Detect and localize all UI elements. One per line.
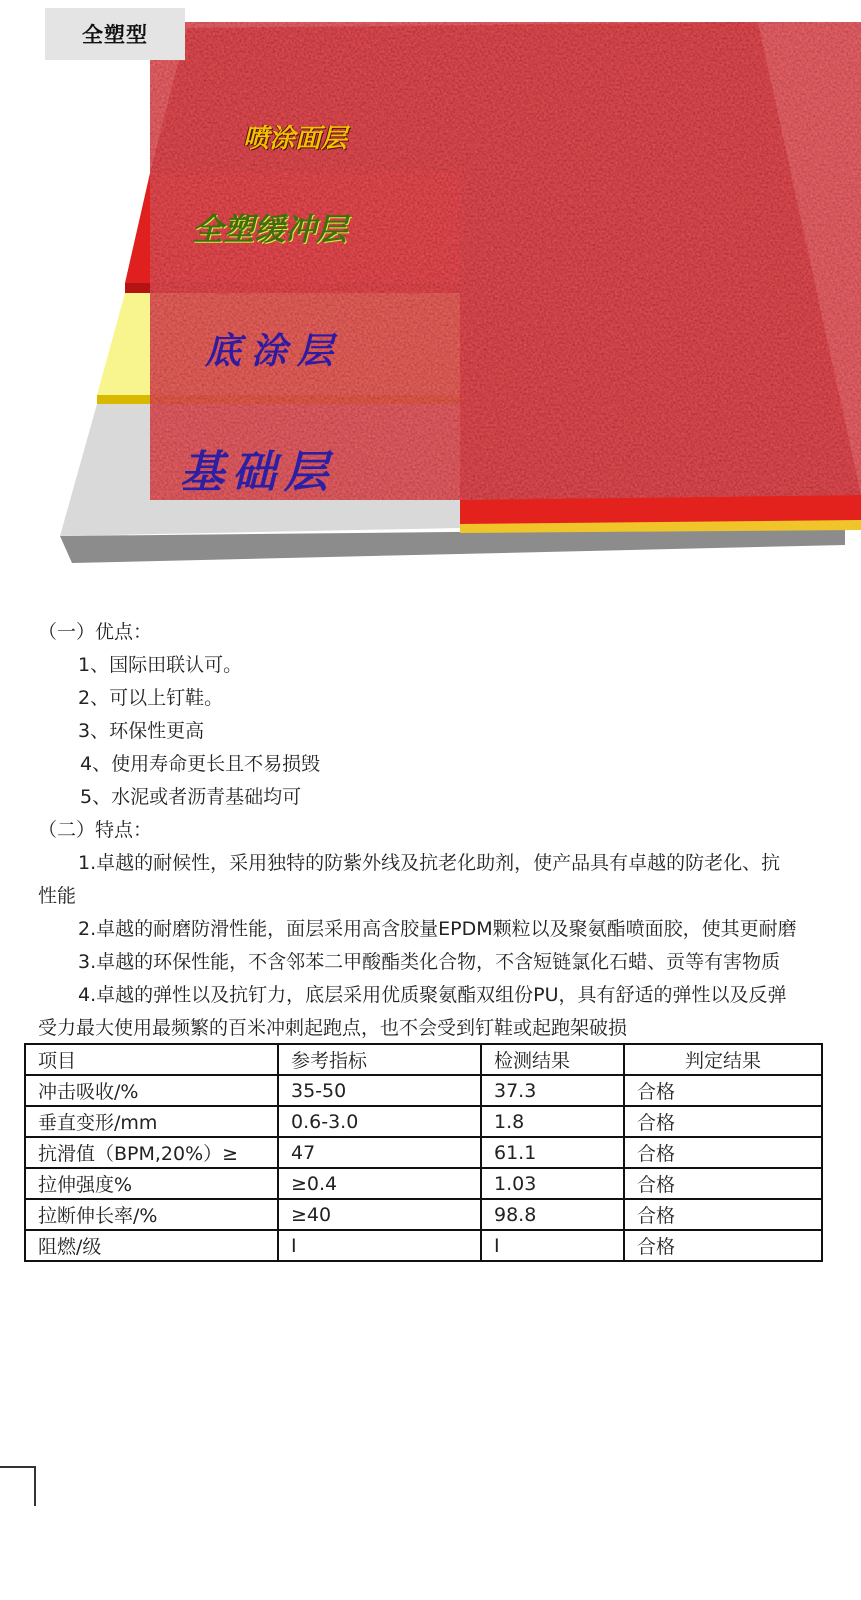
table-cell: 61.1	[481, 1137, 624, 1168]
table-cell: 抗滑值（BPM,20%）≥	[25, 1137, 278, 1168]
type-label: 全塑型	[45, 8, 185, 60]
table-row	[25, 1137, 822, 1168]
table-cell: ≥40	[278, 1199, 481, 1230]
table-cell: 合格	[624, 1075, 822, 1106]
feature-paragraph-4: 4.卓越的弹性以及抗钉力，底层采用优质聚氨酯双组份PU，具有舒适的弹性以及反弹	[78, 984, 787, 1006]
spec-table	[24, 1043, 823, 1262]
table-cell: 冲击吸收/%	[25, 1075, 278, 1106]
table-cell: 1.03	[481, 1168, 624, 1199]
feature-paragraph-3: 3.卓越的环保性能，不含邻苯二甲酸酯类化合物，不含短链氯化石蜡、贡等有害物质	[78, 951, 781, 973]
table-cell: ≥0.4	[278, 1168, 481, 1199]
feature-paragraph-4-cont: 受力最大使用最频繁的百米冲刺起跑点，也不会受到钉鞋或起跑架破损	[38, 1017, 628, 1039]
spray-layer-label: 喷涂面层	[243, 124, 348, 154]
table-row	[25, 1106, 822, 1137]
table-cell: 拉断伸长率/%	[25, 1199, 278, 1230]
table-row	[25, 1230, 822, 1261]
col-header-judgement: 判定结果	[624, 1044, 822, 1075]
table-cell: 合格	[624, 1168, 822, 1199]
table-cell: 合格	[624, 1106, 822, 1137]
col-header-item: 项目	[25, 1044, 278, 1075]
feature-paragraph-1: 1.卓越的耐候性，采用独特的防紫外线及抗老化助剂，使产品具有卓越的防老化、抗	[78, 852, 781, 874]
base-layer-label: 基础层	[180, 447, 336, 498]
table-cell: 拉伸强度%	[25, 1168, 278, 1199]
table-cell: 合格	[624, 1199, 822, 1230]
table-cell: 47	[278, 1137, 481, 1168]
table-cell: 1.8	[481, 1106, 624, 1137]
table-cell: 0.6-3.0	[278, 1106, 481, 1137]
table-cell: 合格	[624, 1137, 822, 1168]
table-cell: 37.3	[481, 1075, 624, 1106]
table-cell: 98.8	[481, 1199, 624, 1230]
table-cell: 阻燃/级	[25, 1230, 278, 1261]
table-cell: 垂直变形/mm	[25, 1106, 278, 1137]
advantage-item: 3、环保性更高	[78, 720, 205, 742]
table-row	[25, 1075, 822, 1106]
layer-diagram-graphic	[0, 0, 861, 600]
col-header-result: 检测结果	[481, 1044, 624, 1075]
advantage-item: 4、使用寿命更长且不易损毁	[80, 753, 321, 775]
layer-diagram	[0, 0, 861, 600]
feature-paragraph-2: 2.卓越的耐磨防滑性能，面层采用高含胶量EPDM颗粒以及聚氨酯喷面胶，使其更耐磨	[78, 918, 797, 940]
primer-layer-label: 底涂层	[205, 331, 344, 372]
feature-paragraph-1-cont: 性能	[38, 885, 77, 907]
features-heading: （二）特点：	[38, 819, 153, 841]
buffer-layer-label: 全塑缓冲层	[192, 212, 347, 248]
table-cell: Ⅰ	[278, 1230, 481, 1261]
table-cell: 35-50	[278, 1075, 481, 1106]
table-cell: 合格	[624, 1230, 822, 1261]
table-cell: Ⅰ	[481, 1230, 624, 1261]
table-header-row	[25, 1044, 822, 1075]
advantage-item: 2、可以上钉鞋。	[78, 687, 224, 709]
col-header-reference: 参考指标	[278, 1044, 481, 1075]
advantages-heading: （一）优点：	[38, 621, 153, 643]
table-row	[25, 1168, 822, 1199]
advantage-item: 1、国际田联认可。	[78, 654, 243, 676]
table-row	[25, 1199, 822, 1230]
corner-mark	[0, 1466, 36, 1506]
advantage-item: 5、水泥或者沥青基础均可	[80, 786, 302, 808]
